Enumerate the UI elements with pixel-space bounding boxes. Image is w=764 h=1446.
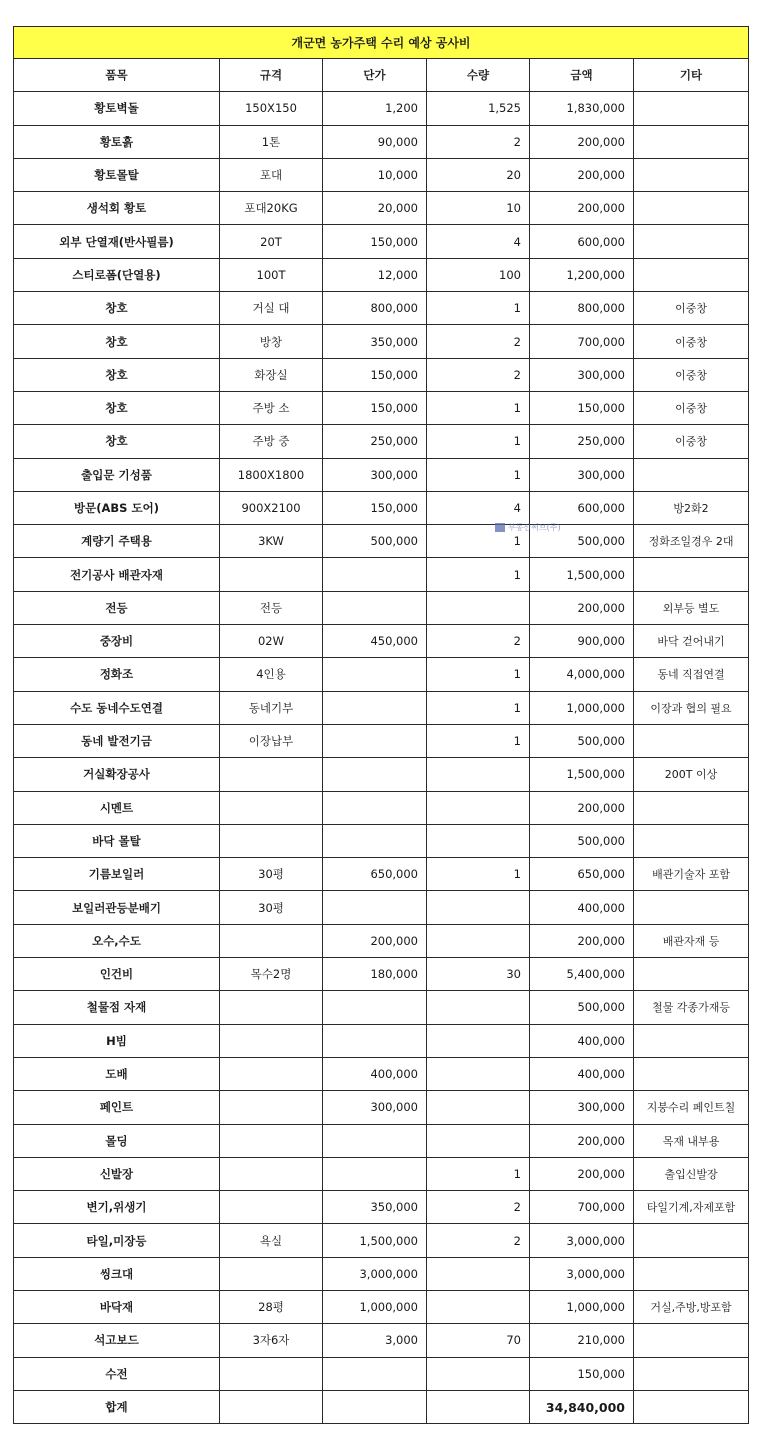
cell-spec: 4인용 (220, 658, 323, 691)
cell-unit-price: 1,200 (323, 92, 427, 125)
table-row (14, 691, 749, 724)
cell-item: 페인트 (14, 1091, 220, 1124)
cell-unit-price: 200,000 (323, 924, 427, 957)
cell-amount: 300,000 (530, 1091, 634, 1124)
cell-item: 전기공사 배관자재 (14, 558, 220, 591)
cell-note: 목재 내부용 (634, 1124, 749, 1157)
cell-item: 생석회 황토 (14, 192, 220, 225)
table-row (14, 1357, 749, 1390)
cell-quantity: 2 (427, 625, 530, 658)
cell-amount: 3,000,000 (530, 1224, 634, 1257)
cell-quantity: 1 (427, 425, 530, 458)
cell-unit-price: 1,000,000 (323, 1290, 427, 1323)
cell-amount: 600,000 (530, 491, 634, 524)
cell-item: 창호 (14, 325, 220, 358)
cell-amount: 3,000,000 (530, 1257, 634, 1290)
cell-unit-price (323, 1357, 427, 1390)
cell-item: 변기,위생기 (14, 1191, 220, 1224)
cell-quantity (427, 1057, 530, 1090)
cell-unit-price (323, 991, 427, 1024)
cell-unit-price (323, 891, 427, 924)
total-amount: 34,840,000 (530, 1390, 634, 1423)
total-empty-cell (427, 1390, 530, 1423)
cell-note (634, 125, 749, 158)
cell-item: 스티로폼(단열용) (14, 258, 220, 291)
table-row (14, 1290, 749, 1323)
cell-note (634, 1324, 749, 1357)
cell-quantity (427, 891, 530, 924)
cell-spec: 동네기부 (220, 691, 323, 724)
cell-note (634, 1257, 749, 1290)
cell-spec: 30평 (220, 858, 323, 891)
total-empty-cell (323, 1390, 427, 1423)
header-spec: 규격 (220, 59, 323, 92)
cell-spec: 100T (220, 258, 323, 291)
cell-unit-price: 250,000 (323, 425, 427, 458)
cell-amount: 500,000 (530, 525, 634, 558)
cell-quantity: 4 (427, 225, 530, 258)
table-row (14, 1257, 749, 1290)
cell-quantity (427, 791, 530, 824)
cell-item: 창호 (14, 292, 220, 325)
table-row (14, 758, 749, 791)
cell-unit-price (323, 791, 427, 824)
cell-unit-price (323, 591, 427, 624)
cell-amount: 900,000 (530, 625, 634, 658)
cell-note: 정화조일경우 2대 (634, 525, 749, 558)
cell-amount: 1,500,000 (530, 758, 634, 791)
cell-amount: 200,000 (530, 1157, 634, 1190)
cell-amount: 1,000,000 (530, 691, 634, 724)
cell-note: 타일기계,자제포함 (634, 1191, 749, 1224)
cell-note (634, 1357, 749, 1390)
cell-note (634, 724, 749, 757)
cell-amount: 300,000 (530, 458, 634, 491)
cell-quantity (427, 924, 530, 957)
table-row (14, 1024, 749, 1057)
cell-spec: 포대20KG (220, 192, 323, 225)
cell-amount: 1,000,000 (530, 1290, 634, 1323)
table-row (14, 325, 749, 358)
cell-spec (220, 1091, 323, 1124)
table-row (14, 425, 749, 458)
cell-spec (220, 1357, 323, 1390)
cell-note (634, 824, 749, 857)
table-row (14, 591, 749, 624)
table-row (14, 458, 749, 491)
table-row (14, 491, 749, 524)
cell-item: 황토벽돌 (14, 92, 220, 125)
cell-quantity: 1 (427, 558, 530, 591)
cell-quantity: 1 (427, 391, 530, 424)
cell-note (634, 92, 749, 125)
cell-item: H빔 (14, 1024, 220, 1057)
cell-note: 거실,주방,방포함 (634, 1290, 749, 1323)
cell-unit-price (323, 1157, 427, 1190)
cell-amount: 400,000 (530, 891, 634, 924)
cell-quantity: 1 (427, 292, 530, 325)
cell-quantity: 2 (427, 125, 530, 158)
cell-quantity (427, 758, 530, 791)
cell-quantity: 20 (427, 158, 530, 191)
cell-item: 바닥재 (14, 1290, 220, 1323)
cell-quantity: 10 (427, 192, 530, 225)
cell-spec: 150X150 (220, 92, 323, 125)
table-row (14, 1124, 749, 1157)
cell-spec: 1800X1800 (220, 458, 323, 491)
cell-note: 바닥 걷어내기 (634, 625, 749, 658)
table-row (14, 858, 749, 891)
cell-amount: 800,000 (530, 292, 634, 325)
cell-amount: 500,000 (530, 724, 634, 757)
cell-quantity: 1 (427, 658, 530, 691)
table-row (14, 225, 749, 258)
cell-item: 도배 (14, 1057, 220, 1090)
cell-quantity: 4 (427, 491, 530, 524)
cell-unit-price: 300,000 (323, 458, 427, 491)
cell-amount: 200,000 (530, 158, 634, 191)
cell-quantity: 2 (427, 1191, 530, 1224)
total-label: 합계 (14, 1390, 220, 1423)
cell-amount: 650,000 (530, 858, 634, 891)
cell-note: 방2화2 (634, 491, 749, 524)
cell-unit-price: 150,000 (323, 491, 427, 524)
cell-quantity: 2 (427, 1224, 530, 1257)
cell-spec: 욕실 (220, 1224, 323, 1257)
cell-quantity (427, 591, 530, 624)
cell-item: 황토흙 (14, 125, 220, 158)
cell-spec (220, 924, 323, 957)
cell-unit-price (323, 658, 427, 691)
table-row (14, 891, 749, 924)
header-amount: 금액 (530, 59, 634, 92)
cell-spec: 목수2명 (220, 958, 323, 991)
cell-amount: 200,000 (530, 1124, 634, 1157)
header-item: 품목 (14, 59, 220, 92)
header-row (14, 59, 749, 92)
cell-item: 계량기 주택용 (14, 525, 220, 558)
cell-spec (220, 1157, 323, 1190)
cell-spec (220, 1257, 323, 1290)
cell-unit-price (323, 758, 427, 791)
cell-note: 외부등 별도 (634, 591, 749, 624)
cell-unit-price (323, 824, 427, 857)
cell-note (634, 891, 749, 924)
cell-unit-price (323, 724, 427, 757)
table-row (14, 958, 749, 991)
cell-spec: 3자6자 (220, 1324, 323, 1357)
cell-spec: 20T (220, 225, 323, 258)
cell-item: 씽크대 (14, 1257, 220, 1290)
cell-item: 인건비 (14, 958, 220, 991)
cell-spec: 900X2100 (220, 491, 323, 524)
table-row (14, 724, 749, 757)
cell-spec: 30평 (220, 891, 323, 924)
cell-spec (220, 1124, 323, 1157)
cell-quantity: 1 (427, 691, 530, 724)
cell-item: 철물점 자재 (14, 991, 220, 1024)
cell-quantity (427, 1091, 530, 1124)
cell-unit-price: 180,000 (323, 958, 427, 991)
cell-amount: 200,000 (530, 924, 634, 957)
cell-unit-price: 150,000 (323, 225, 427, 258)
cell-unit-price: 450,000 (323, 625, 427, 658)
cell-amount: 600,000 (530, 225, 634, 258)
cell-quantity: 1,525 (427, 92, 530, 125)
cell-note (634, 258, 749, 291)
cell-unit-price: 350,000 (323, 1191, 427, 1224)
cell-note: 이장과 협의 필요 (634, 691, 749, 724)
cell-amount: 700,000 (530, 1191, 634, 1224)
cell-amount: 500,000 (530, 991, 634, 1024)
table-row (14, 791, 749, 824)
cell-spec (220, 991, 323, 1024)
cell-quantity: 100 (427, 258, 530, 291)
cell-quantity: 1 (427, 724, 530, 757)
cell-quantity: 1 (427, 858, 530, 891)
cell-quantity: 1 (427, 458, 530, 491)
cell-unit-price: 500,000 (323, 525, 427, 558)
cell-spec: 28평 (220, 1290, 323, 1323)
cell-spec (220, 1191, 323, 1224)
table-row (14, 391, 749, 424)
cell-amount: 1,500,000 (530, 558, 634, 591)
header-quantity: 수량 (427, 59, 530, 92)
cell-quantity (427, 1124, 530, 1157)
cell-item: 창호 (14, 358, 220, 391)
cell-spec: 주방 중 (220, 425, 323, 458)
cell-note: 배관기술자 포함 (634, 858, 749, 891)
cell-note: 이중창 (634, 325, 749, 358)
cell-unit-price: 90,000 (323, 125, 427, 158)
cell-amount: 200,000 (530, 125, 634, 158)
cell-quantity: 1 (427, 1157, 530, 1190)
cell-amount: 300,000 (530, 358, 634, 391)
cell-item: 기름보일러 (14, 858, 220, 891)
cell-amount: 1,830,000 (530, 92, 634, 125)
total-row (14, 1390, 749, 1423)
cell-quantity: 2 (427, 325, 530, 358)
cell-item: 수도 동네수도연결 (14, 691, 220, 724)
table-row (14, 292, 749, 325)
table-row (14, 358, 749, 391)
cell-quantity: 2 (427, 358, 530, 391)
cell-unit-price: 3,000 (323, 1324, 427, 1357)
table-row (14, 1057, 749, 1090)
cell-note (634, 558, 749, 591)
table-title: 개군면 농가주택 수리 예상 공사비 (14, 27, 749, 59)
watermark-stamp (495, 522, 575, 536)
cell-amount: 700,000 (530, 325, 634, 358)
table-body (14, 92, 749, 1391)
cell-item: 오수,수도 (14, 924, 220, 957)
table-row (14, 1224, 749, 1257)
cell-quantity: 30 (427, 958, 530, 991)
cell-unit-price (323, 1024, 427, 1057)
header-unit-price: 단가 (323, 59, 427, 92)
cell-note (634, 1057, 749, 1090)
cell-unit-price: 20,000 (323, 192, 427, 225)
cell-note (634, 458, 749, 491)
table-row (14, 192, 749, 225)
cell-amount: 4,000,000 (530, 658, 634, 691)
table-row (14, 658, 749, 691)
cell-note (634, 192, 749, 225)
cell-item: 출입문 기성품 (14, 458, 220, 491)
cell-amount: 5,400,000 (530, 958, 634, 991)
table-row (14, 1324, 749, 1357)
cell-quantity (427, 1290, 530, 1323)
cell-amount: 400,000 (530, 1057, 634, 1090)
cell-amount: 1,200,000 (530, 258, 634, 291)
cell-unit-price: 400,000 (323, 1057, 427, 1090)
cost-table (13, 26, 749, 1424)
cell-item: 황토몰탈 (14, 158, 220, 191)
cell-spec (220, 558, 323, 591)
cell-item: 보일러관등분배기 (14, 891, 220, 924)
total-empty-cell (220, 1390, 323, 1423)
cell-note: 동네 직접연결 (634, 658, 749, 691)
cell-item: 거실확장공사 (14, 758, 220, 791)
cell-spec: 거실 대 (220, 292, 323, 325)
cell-spec: 화장실 (220, 358, 323, 391)
cell-amount: 150,000 (530, 391, 634, 424)
cell-unit-price: 150,000 (323, 391, 427, 424)
cell-spec: 방창 (220, 325, 323, 358)
cell-note (634, 791, 749, 824)
cell-amount: 150,000 (530, 1357, 634, 1390)
cell-note: 출입신발장 (634, 1157, 749, 1190)
table-row (14, 125, 749, 158)
cell-unit-price: 350,000 (323, 325, 427, 358)
cell-quantity (427, 1024, 530, 1057)
cell-note: 이중창 (634, 358, 749, 391)
cell-quantity (427, 991, 530, 1024)
cell-item: 중장비 (14, 625, 220, 658)
cell-item: 창호 (14, 425, 220, 458)
cell-note: 철물 각종가재등 (634, 991, 749, 1024)
cell-spec (220, 758, 323, 791)
cell-amount: 250,000 (530, 425, 634, 458)
cell-quantity (427, 1257, 530, 1290)
cell-spec: 1톤 (220, 125, 323, 158)
cell-item: 동네 발전기금 (14, 724, 220, 757)
cell-item: 창호 (14, 391, 220, 424)
cell-note (634, 158, 749, 191)
cell-item: 시멘트 (14, 791, 220, 824)
table-row (14, 525, 749, 558)
cell-amount: 400,000 (530, 1024, 634, 1057)
cell-note: 지붕수리 페인트칠 (634, 1091, 749, 1124)
cost-estimate-sheet (13, 26, 748, 1424)
cell-unit-price: 650,000 (323, 858, 427, 891)
cell-unit-price: 150,000 (323, 358, 427, 391)
table-row (14, 1091, 749, 1124)
cell-item: 전등 (14, 591, 220, 624)
stamp-logo-icon (495, 523, 505, 532)
cell-unit-price: 3,000,000 (323, 1257, 427, 1290)
cell-spec: 이장납부 (220, 724, 323, 757)
table-row (14, 1157, 749, 1190)
cell-quantity: 70 (427, 1324, 530, 1357)
cell-spec: 주방 소 (220, 391, 323, 424)
cell-amount: 500,000 (530, 824, 634, 857)
cell-note: 이중창 (634, 292, 749, 325)
cell-item: 신발장 (14, 1157, 220, 1190)
cell-unit-price: 800,000 (323, 292, 427, 325)
cell-item: 방문(ABS 도어) (14, 491, 220, 524)
cell-spec (220, 1024, 323, 1057)
table-row (14, 625, 749, 658)
table-row (14, 1191, 749, 1224)
cell-unit-price (323, 1124, 427, 1157)
cell-spec: 포대 (220, 158, 323, 191)
table-row (14, 824, 749, 857)
cell-unit-price: 12,000 (323, 258, 427, 291)
cell-unit-price: 10,000 (323, 158, 427, 191)
cell-item: 타일,미장등 (14, 1224, 220, 1257)
cell-amount: 210,000 (530, 1324, 634, 1357)
table-row (14, 92, 749, 125)
cell-spec: 전등 (220, 591, 323, 624)
cell-note (634, 225, 749, 258)
cell-note (634, 958, 749, 991)
table-row (14, 158, 749, 191)
cell-note: 이중창 (634, 425, 749, 458)
cell-unit-price (323, 691, 427, 724)
stamp-text: 부동산써브(주) (508, 523, 561, 532)
cell-note (634, 1024, 749, 1057)
cell-amount: 200,000 (530, 791, 634, 824)
cell-unit-price (323, 558, 427, 591)
table-row (14, 991, 749, 1024)
cell-spec (220, 791, 323, 824)
table-row (14, 558, 749, 591)
cell-item: 바닥 몰탈 (14, 824, 220, 857)
cell-amount: 200,000 (530, 591, 634, 624)
cell-spec: 02W (220, 625, 323, 658)
cell-spec (220, 1057, 323, 1090)
cell-note: 배관자재 등 (634, 924, 749, 957)
cell-note: 이중창 (634, 391, 749, 424)
cell-item: 석고보드 (14, 1324, 220, 1357)
cell-item: 외부 단열재(반사필름) (14, 225, 220, 258)
cell-spec (220, 824, 323, 857)
cell-item: 수전 (14, 1357, 220, 1390)
total-empty-cell (634, 1390, 749, 1423)
cell-quantity (427, 824, 530, 857)
table-row (14, 258, 749, 291)
table-row (14, 924, 749, 957)
cell-item: 정화조 (14, 658, 220, 691)
cell-unit-price: 1,500,000 (323, 1224, 427, 1257)
cell-amount: 200,000 (530, 192, 634, 225)
cell-spec: 3KW (220, 525, 323, 558)
cell-quantity (427, 1357, 530, 1390)
cell-quantity: 1 (427, 525, 530, 558)
cell-note: 200T 이상 (634, 758, 749, 791)
header-note: 기타 (634, 59, 749, 92)
cell-note (634, 1224, 749, 1257)
cell-item: 몰딩 (14, 1124, 220, 1157)
cell-unit-price: 300,000 (323, 1091, 427, 1124)
